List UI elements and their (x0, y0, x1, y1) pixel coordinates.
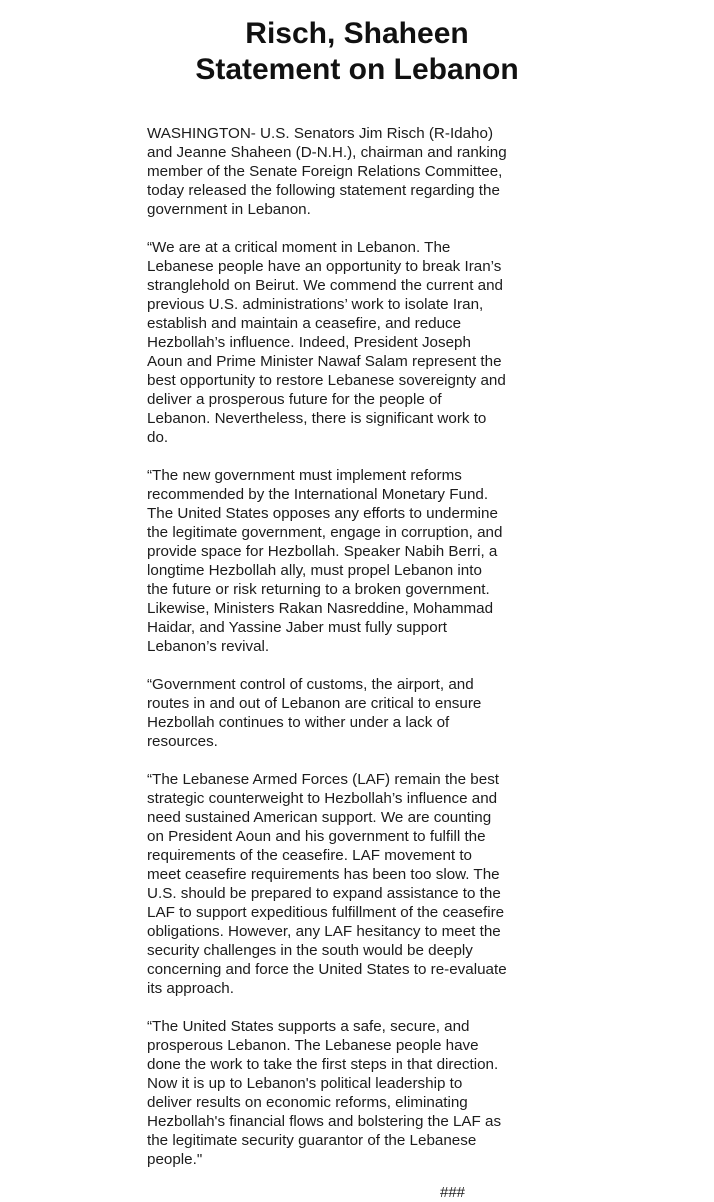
paragraph-intro: WASHINGTON- U.S. Senators Jim Risch (R-Idaho) and Jeanne Shaheen (D-N.H.), chairman and ranking member of the Senate Foreign Relations Committee, today released the following statement regarding the government in Lebanon. (147, 125, 507, 218)
paragraph-customs: “Government control of customs, the airport, and routes in and out of Lebanon are critical to ensure Hezbollah continues to wither under a lack of resources. (147, 676, 482, 750)
title-line-1: Risch, Shaheen (245, 17, 469, 50)
statement-body (147, 124, 507, 1188)
end-mark: ### (440, 1184, 466, 1201)
paragraph-reforms: “The new government must implement reforms recommended by the International Monetary Fund. The United States opposes any efforts to undermine the legitimate government, engage in corruption, and provide space for Hezbollah. Speaker Nabih Berri, a longtime Hezbollah ally, must propel Lebanon into the future or risk returning to a broken government. Likewise, Ministers Rakan Nasreddine, Mohammad Haidar, and Yassine Jaber must fully support Lebanon’s revival. (147, 467, 503, 655)
paragraph-conclusion: “The United States supports a safe, secure, and prosperous Lebanon. The Lebanese people have done the work to take the first steps in that direction. Now it is up to Lebanon's political leadership to deliver results on economic reforms, eliminating Hezbollah's financial flows and bolstering the LAF as the legitimate security guarantor of the Lebanese people." (147, 1018, 502, 1168)
paragraph-critical-moment: “We are at a critical moment in Lebanon. The Lebanese people have an opportunity to break Iran’s stranglehold on Beirut. We commend the current and previous U.S. administrations’ work to isolate Iran, establish and maintain a ceasefire, and reduce Hezbollah’s influence. Indeed, President Joseph Aoun and Prime Minister Nawaf Salam represent the best opportunity to restore Lebanese sovereignty and deliver a prosperous future for the people of Lebanon. Nevertheless, there is significant work to do. (147, 239, 506, 446)
title-line-2: Statement on Lebanon (195, 53, 519, 86)
page-title (0, 16, 714, 88)
paragraph-laf: “The Lebanese Armed Forces (LAF) remain the best strategic counterweight to Hezbollah’s influence and need sustained American support. We are counting on President Aoun and his government to fulfill the requirements of the ceasefire. LAF movement to meet ceasefire requirements has been too slow. The U.S. should be prepared to expand assistance to the LAF to support expeditious fulfillment of the ceasefire obligations. However, any LAF hesitancy to meet the security challenges in the south would be deeply concerning and force the United States to re-evaluate its approach. (147, 771, 507, 997)
